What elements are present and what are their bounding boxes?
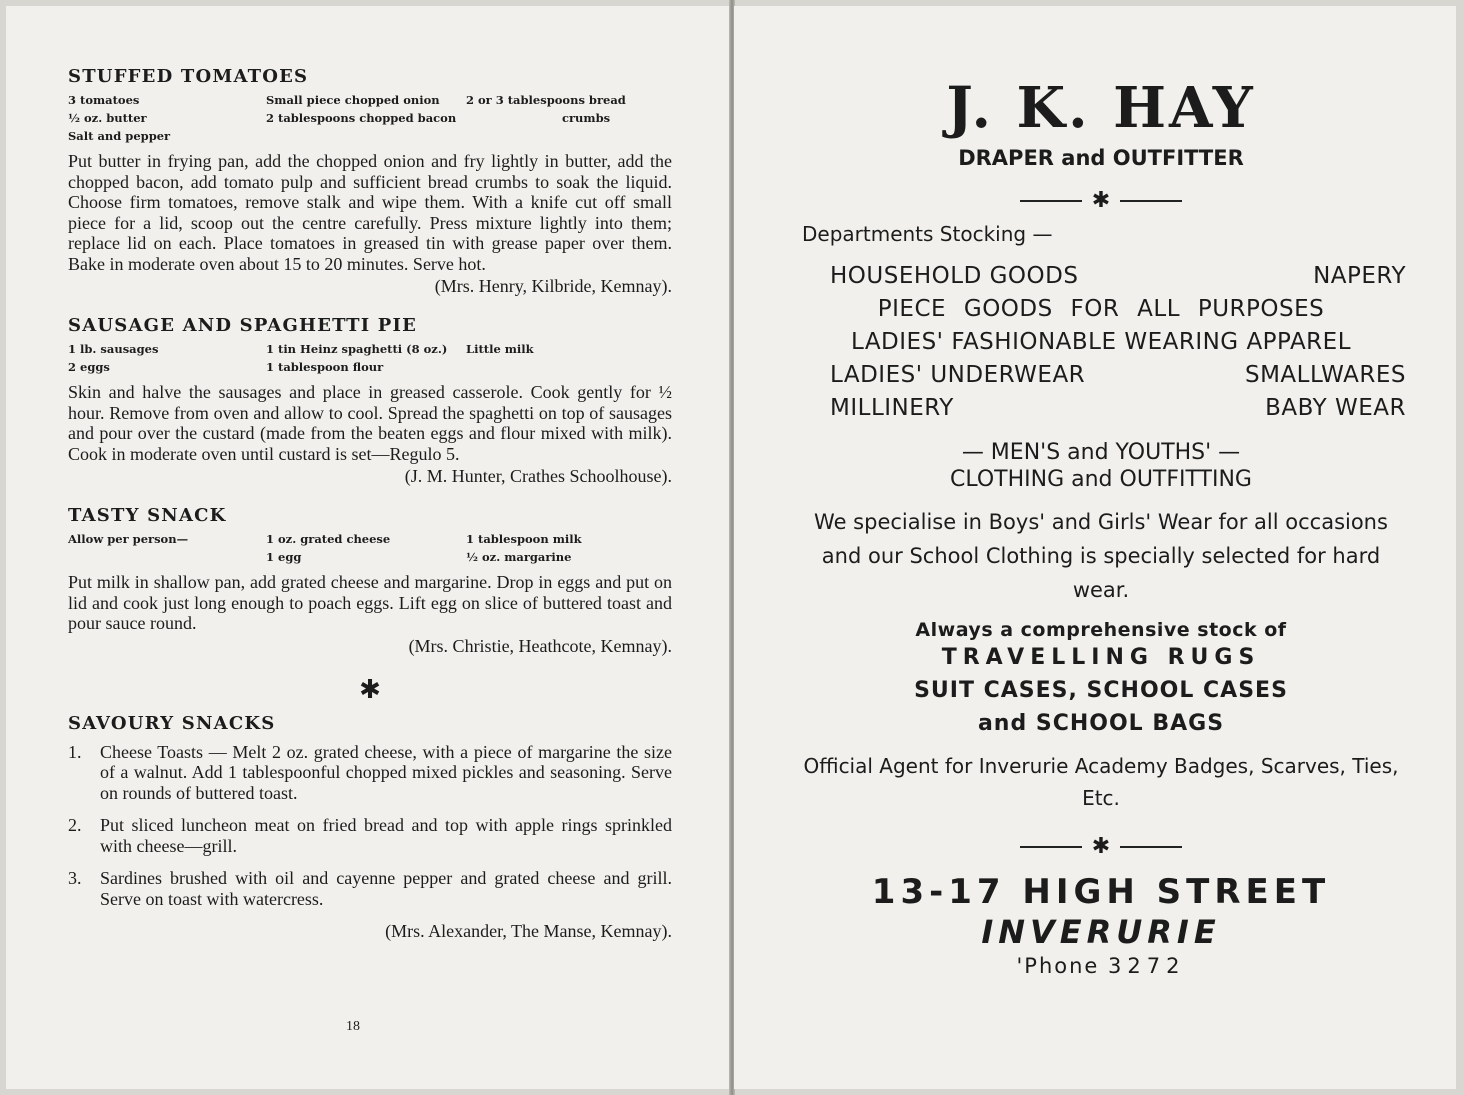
mens-section: [796, 439, 1406, 493]
ingredient: 1 tin Heinz spaghetti (8 oz.): [266, 342, 448, 356]
ingredients-list: [68, 91, 672, 145]
mens-line: CLOTHING and OUTFITTING: [950, 467, 1252, 492]
recipe-stuffed-tomatoes: [68, 66, 672, 297]
ingredient: 3 tomatoes: [68, 93, 140, 107]
department-row: [796, 326, 1406, 359]
ingredient: 2 eggs: [68, 360, 110, 374]
list-item: [68, 815, 672, 856]
phone-number: 3272: [1108, 954, 1186, 978]
star-ornament-icon: ✱: [359, 674, 381, 705]
department: MILLINERY: [830, 395, 954, 421]
recipe-method: Put milk in shallow pan, add grated cheese and margarine. Drop in eggs and put on lid and cook just long enough to poach eggs. Lift egg on slice of buttered toast and pour sauce round.: [68, 572, 672, 633]
ingredient: 2 tablespoons chopped bacon: [266, 111, 457, 125]
item-number: 1.: [68, 741, 82, 762]
ingredient: Small piece chopped onion: [266, 93, 440, 107]
phone-label: 'Phone: [1016, 954, 1100, 978]
town-name: INVERURIE: [981, 913, 1221, 951]
ingredients-list: [68, 340, 672, 376]
department: HOUSEHOLD GOODS: [830, 263, 1079, 289]
recipe-title: TASTY SNACK: [68, 505, 227, 526]
recipe-title: STUFFED TOMATOES: [68, 66, 309, 87]
ingredient: ½ oz. butter: [68, 111, 147, 125]
stock-bags: and SCHOOL BAGS: [977, 711, 1225, 736]
list-item: [68, 742, 672, 804]
department-row: [796, 260, 1406, 293]
department: NAPERY: [1313, 263, 1406, 289]
divider-line: [1120, 846, 1182, 848]
department: SMALLWARES: [1244, 362, 1406, 388]
divider-line: [1020, 846, 1082, 848]
recipe-method: Skin and halve the sausages and place in greased casserole. Cook gently for ½ hour. Remove from oven and allow to cool. Spread the spaghetti on top of sausages and pour over the custard (made from the beaten eggs and flour mixed with milk). Cook in moderate oven until custard is set—Regulo 5.: [68, 382, 672, 464]
recipe-title: SAVOURY SNACKS: [68, 712, 276, 734]
ingredient: 1 tablespoon milk: [466, 532, 582, 546]
page-number: 18: [346, 1019, 360, 1034]
department-row: [796, 392, 1406, 425]
department: PIECE GOODS FOR ALL PURPOSES: [877, 296, 1325, 322]
ingredient: 1 oz. grated cheese: [266, 532, 391, 546]
recipe-credit: (Mrs. Christie, Heathcote, Kemnay).: [408, 635, 672, 656]
shop-subtitle: DRAPER and OUTFITTER: [958, 146, 1244, 170]
recipe-credit: (Mrs. Alexander, The Manse, Kemnay).: [385, 921, 672, 941]
left-page: [6, 6, 730, 1089]
recipe-method: Put butter in frying pan, add the chopped onion and fry lightly in butter, add the chopped bacon, add tomato pulp and sufficient bread crumbs to soak the liquid. Choose firm tomatoes, remove stalk and wipe them. With a knife cut off small piece for a lid, scoop out the centre carefully. Press mixture lightly into them; replace lid on each. Place tomatoes in greased tin with grease paper over them. Bake in moderate oven about 15 to 20 minutes. Serve hot.: [68, 151, 672, 274]
right-page-advert: [734, 6, 1456, 1089]
star-ornament-icon: ✱: [1091, 834, 1111, 859]
divider-line: [1020, 200, 1082, 202]
divider-line: [1120, 200, 1182, 202]
ingredient: Allow per person—: [68, 532, 189, 546]
stock-rugs: TRAVELLING RUGS: [941, 645, 1261, 670]
ingredient: 2 or 3 tablespoons bread: [466, 93, 626, 107]
divider: [796, 190, 1406, 212]
ingredient: Little milk: [466, 342, 534, 356]
department-row: [796, 293, 1406, 326]
stock-heading: Always a comprehensive stock of: [915, 619, 1287, 641]
recipe-credit: (J. M. Hunter, Crathes Schoolhouse).: [404, 466, 672, 486]
recipe-savoury-snacks: [68, 713, 672, 943]
divider: [796, 836, 1406, 858]
ingredient: Salt and pepper: [68, 129, 171, 143]
department-row: [796, 359, 1406, 392]
ingredient: 1 egg: [266, 550, 302, 564]
ingredient: 1 tablespoon flour: [266, 360, 384, 374]
mens-line: — MEN'S and YOUTHS' —: [961, 440, 1241, 465]
ingredient: [68, 548, 266, 566]
recipe-sausage-spaghetti-pie: [68, 315, 672, 487]
specialise-text: We specialise in Boys' and Girls' Wear for all occasions and our School Clothing is specially selected for hard wear.: [814, 510, 1388, 602]
agent-text: Official Agent for Inverurie Academy Badges, Scarves, Ties, Etc.: [803, 754, 1399, 810]
snack-list: [68, 742, 672, 910]
street-address: 13-17 HIGH STREET: [871, 872, 1331, 912]
shop-name: J. K. HAY: [946, 75, 1256, 141]
ingredient: ½ oz. margarine: [466, 550, 572, 564]
item-text: Sardines brushed with oil and cayenne pepper and grated cheese and grill. Serve on toast with watercress.: [100, 868, 672, 909]
department: LADIES' FASHIONABLE WEARING APPAREL: [850, 329, 1352, 355]
departments-heading: Departments Stocking —: [802, 222, 1053, 246]
recipe-title: SAUSAGE AND SPAGHETTI PIE: [68, 315, 418, 336]
item-text: Put sliced luncheon meat on fried bread and top with apple rings sprinkled with cheese—grill.: [100, 815, 672, 856]
star-ornament-icon: ✱: [1091, 188, 1111, 213]
department: LADIES' UNDERWEAR: [830, 362, 1086, 388]
item-number: 2.: [68, 815, 82, 835]
recipe-credit: (Mrs. Henry, Kilbride, Kemnay).: [434, 276, 672, 296]
ingredients-list: [68, 530, 672, 566]
phone: [796, 954, 1406, 978]
ingredient: 1 lb. sausages: [68, 342, 159, 356]
ingredient: crumbs: [562, 111, 611, 125]
stock-cases: SUIT CASES, SCHOOL CASES: [914, 678, 1288, 703]
department: BABY WEAR: [1265, 395, 1406, 421]
item-number: 3.: [68, 868, 82, 888]
item-text: Cheese Toasts — Melt 2 oz. grated cheese, with a piece of margarine the size of a walnut. Add 1 tablespoonful chopped mixed pickles and seasoning. Serve on rounds of buttered toast.: [100, 741, 672, 803]
recipe-tasty-snack: [68, 505, 672, 657]
list-item: [68, 868, 672, 909]
